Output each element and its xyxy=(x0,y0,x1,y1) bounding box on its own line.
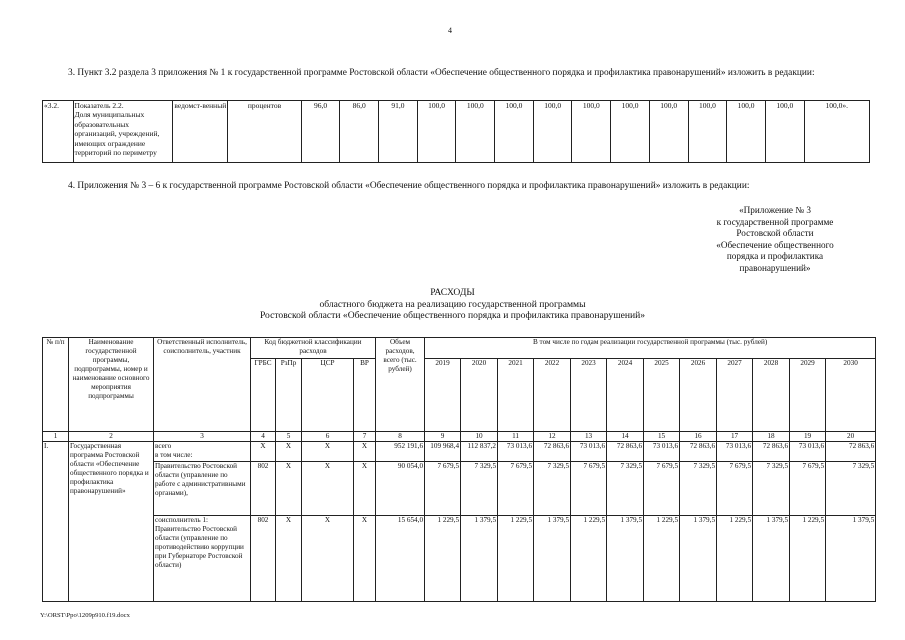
indicator-value: 100,0 xyxy=(572,101,611,163)
row-year-value: 1 379,5 xyxy=(680,516,717,602)
document-title xyxy=(200,287,705,322)
header-vr: ВР xyxy=(354,359,376,432)
indicator-unit: процентов xyxy=(228,101,301,163)
indicator-name: Показатель 2.2. Доля муниципальных образовательных организаций, учреждений, имеющих ограждение территорий по периметру xyxy=(73,101,173,163)
table-row xyxy=(43,442,876,462)
header-year: 2023 xyxy=(571,359,607,432)
column-number: 16 xyxy=(680,432,717,442)
header-year: 2026 xyxy=(680,359,717,432)
column-number: 1 xyxy=(43,432,69,442)
column-number: 12 xyxy=(534,432,571,442)
row-rzpr: Х xyxy=(276,462,302,516)
title-line: областного бюджета на реализацию государственной программы xyxy=(319,298,586,310)
row-year-value: 73 013,6 xyxy=(571,442,607,462)
row-year-value: 7 679,5 xyxy=(425,462,461,516)
column-number: 3 xyxy=(154,432,251,442)
row-year-value: 72 863,6 xyxy=(753,442,790,462)
row-executor: соисполнитель 1: Правительство Ростовской области (управление по противодействию коррупции при Губернаторе Ростовской области) xyxy=(154,516,251,602)
row-year-value: 73 013,6 xyxy=(644,442,680,462)
header-rzpr: РзПр xyxy=(276,359,302,432)
header-year: 2024 xyxy=(607,359,644,432)
row-year-value: 1 379,5 xyxy=(607,516,644,602)
column-number: 18 xyxy=(753,432,790,442)
header-year: 2019 xyxy=(425,359,461,432)
header-year: 2027 xyxy=(717,359,753,432)
row-year-value: 7 679,5 xyxy=(498,462,534,516)
column-number: 7 xyxy=(354,432,376,442)
header-year: 2029 xyxy=(790,359,826,432)
header-budget-code: Код бюджетной классификации расходов xyxy=(251,338,376,359)
row-vr: Х xyxy=(354,462,376,516)
column-number: 8 xyxy=(376,432,425,442)
header-name: Наименование государственной программы, подпрограммы, номер и наименование основного мероприятия подпрограммы xyxy=(69,338,154,432)
indicator-value: 100,0 xyxy=(456,101,495,163)
indicator-value: 100,0». xyxy=(804,101,869,163)
row-year-value: 73 013,6 xyxy=(498,442,534,462)
header-grbs: ГРБС xyxy=(251,359,276,432)
row-year-value: 1 379,5 xyxy=(826,516,876,602)
row-csr: Х xyxy=(302,516,354,602)
indicator-value: 100,0 xyxy=(533,101,572,163)
row-year-value: 7 329,5 xyxy=(753,462,790,516)
appendix-line: «Обеспечение общественного xyxy=(716,239,834,250)
row-vr: Х xyxy=(354,516,376,602)
row-csr: Х xyxy=(302,442,354,462)
appendix-line: к государственной программе xyxy=(716,216,834,227)
row-grbs: 802 xyxy=(251,462,276,516)
row-year-value: 112 837,2 xyxy=(461,442,498,462)
row-year-value: 1 379,5 xyxy=(753,516,790,602)
row-year-value: 73 013,6 xyxy=(790,442,826,462)
appendix-line: правонарушений» xyxy=(739,262,811,273)
row-year-value: 7 329,5 xyxy=(607,462,644,516)
row-number: I. xyxy=(43,442,69,602)
header-year: 2030 xyxy=(826,359,876,432)
header-year: 2022 xyxy=(534,359,571,432)
header-csr: ЦСР xyxy=(302,359,354,432)
row-year-value: 7 679,5 xyxy=(717,462,753,516)
row-year-value: 7 329,5 xyxy=(461,462,498,516)
indicator-value: 96,0 xyxy=(301,101,340,163)
header-year: 2020 xyxy=(461,359,498,432)
column-number: 15 xyxy=(644,432,680,442)
title-line: Ростовской области «Обеспечение общественного порядка и профилактика правонарушений» xyxy=(259,310,646,322)
appendix-line: «Приложение № 3 xyxy=(739,205,811,215)
row-executor: Правительство Ростовской области (управление по работе с административными органами), xyxy=(154,462,251,516)
table-row xyxy=(43,462,876,516)
row-year-value: 109 968,4 xyxy=(425,442,461,462)
header-years-caption: В том числе по годам реализации государственной программы (тыс. рублей) xyxy=(425,338,876,359)
row-year-value: 7 329,5 xyxy=(826,462,876,516)
title-line: РАСХОДЫ xyxy=(430,287,475,298)
row-year-value: 7 329,5 xyxy=(680,462,717,516)
header-executor: Ответственный исполнитель, соисполнитель, участник xyxy=(154,338,251,432)
header-year: 2028 xyxy=(753,359,790,432)
page-number: 4 xyxy=(448,26,452,35)
indicator-number: «3.2. xyxy=(43,101,74,163)
header-row xyxy=(43,338,876,359)
row-year-value: 1 379,5 xyxy=(461,516,498,602)
header-volume: Объем расходов, всего (тыс. рублей) xyxy=(376,338,425,432)
row-csr: Х xyxy=(302,462,354,516)
row-vr: Х xyxy=(354,442,376,462)
row-year-value: 72 863,6 xyxy=(534,442,571,462)
row-year-value: 7 679,5 xyxy=(790,462,826,516)
column-number: 9 xyxy=(425,432,461,442)
row-year-value: 1 229,5 xyxy=(498,516,534,602)
column-number: 4 xyxy=(251,432,276,442)
appendix-line: порядка и профилактика xyxy=(726,251,824,262)
row-program-name: Государственная программа Ростовской области «Обеспечение общественного порядка и профилактика правонарушений» xyxy=(69,442,154,602)
indicator-value: 100,0 xyxy=(611,101,650,163)
indicator-table xyxy=(42,100,870,163)
row-volume: 90 054,0 xyxy=(376,462,425,516)
row-rzpr: Х xyxy=(276,516,302,602)
row-year-value: 1 379,5 xyxy=(534,516,571,602)
indicator-value: 86,0 xyxy=(340,101,379,163)
row-year-value: 7 679,5 xyxy=(571,462,607,516)
column-number: 6 xyxy=(302,432,354,442)
row-rzpr: Х xyxy=(276,442,302,462)
table-row xyxy=(43,101,870,163)
paragraph-4: 4. Приложения № 3 – 6 к государственной программе Ростовской области «Обеспечение общественного порядка и профилактика правонарушений» изложить в редакции: xyxy=(68,181,750,191)
expenses-table xyxy=(42,337,876,602)
row-year-value: 7 679,5 xyxy=(644,462,680,516)
row-year-value: 1 229,5 xyxy=(425,516,461,602)
row-year-value: 1 229,5 xyxy=(644,516,680,602)
row-year-value: 1 229,5 xyxy=(571,516,607,602)
file-path-footer: Y:\ORST\Ppo\1209p910.f19.docx xyxy=(40,612,130,619)
row-year-value: 7 329,5 xyxy=(534,462,571,516)
column-number-row xyxy=(43,432,876,442)
table-row xyxy=(43,516,876,602)
row-year-value: 73 013,6 xyxy=(717,442,753,462)
indicator-value: 100,0 xyxy=(417,101,456,163)
appendix-header xyxy=(700,205,850,275)
row-grbs: 802 xyxy=(251,516,276,602)
row-year-value: 1 229,5 xyxy=(790,516,826,602)
row-year-value: 1 229,5 xyxy=(717,516,753,602)
column-number: 11 xyxy=(498,432,534,442)
header-year: 2021 xyxy=(498,359,534,432)
indicator-value: 100,0 xyxy=(495,101,534,163)
row-executor: всего в том числе: xyxy=(154,442,251,462)
row-year-value: 72 863,6 xyxy=(826,442,876,462)
row-year-value: 72 863,6 xyxy=(607,442,644,462)
row-grbs: Х xyxy=(251,442,276,462)
column-number: 2 xyxy=(69,432,154,442)
indicator-type: ведомст-венный xyxy=(173,101,228,163)
column-number: 14 xyxy=(607,432,644,442)
column-number: 19 xyxy=(790,432,826,442)
appendix-line: Ростовской области xyxy=(736,228,814,239)
indicator-value: 100,0 xyxy=(649,101,688,163)
row-year-value: 72 863,6 xyxy=(680,442,717,462)
column-number: 20 xyxy=(826,432,876,442)
column-number: 5 xyxy=(276,432,302,442)
indicator-value: 100,0 xyxy=(688,101,727,163)
column-number: 17 xyxy=(717,432,753,442)
column-number: 13 xyxy=(571,432,607,442)
paragraph-3: 3. Пункт 3.2 раздела 3 приложения № 1 к государственной программе Ростовской области «Обеспечение общественного порядка и профилактика правонарушений» изложить в редакции: xyxy=(68,68,815,78)
indicator-value: 100,0 xyxy=(727,101,766,163)
row-volume: 952 191,6 xyxy=(376,442,425,462)
indicator-value: 91,0 xyxy=(379,101,418,163)
column-number: 10 xyxy=(461,432,498,442)
row-volume: 15 654,0 xyxy=(376,516,425,602)
header-num: № п/п xyxy=(43,338,69,432)
header-year: 2025 xyxy=(644,359,680,432)
indicator-value: 100,0 xyxy=(765,101,804,163)
